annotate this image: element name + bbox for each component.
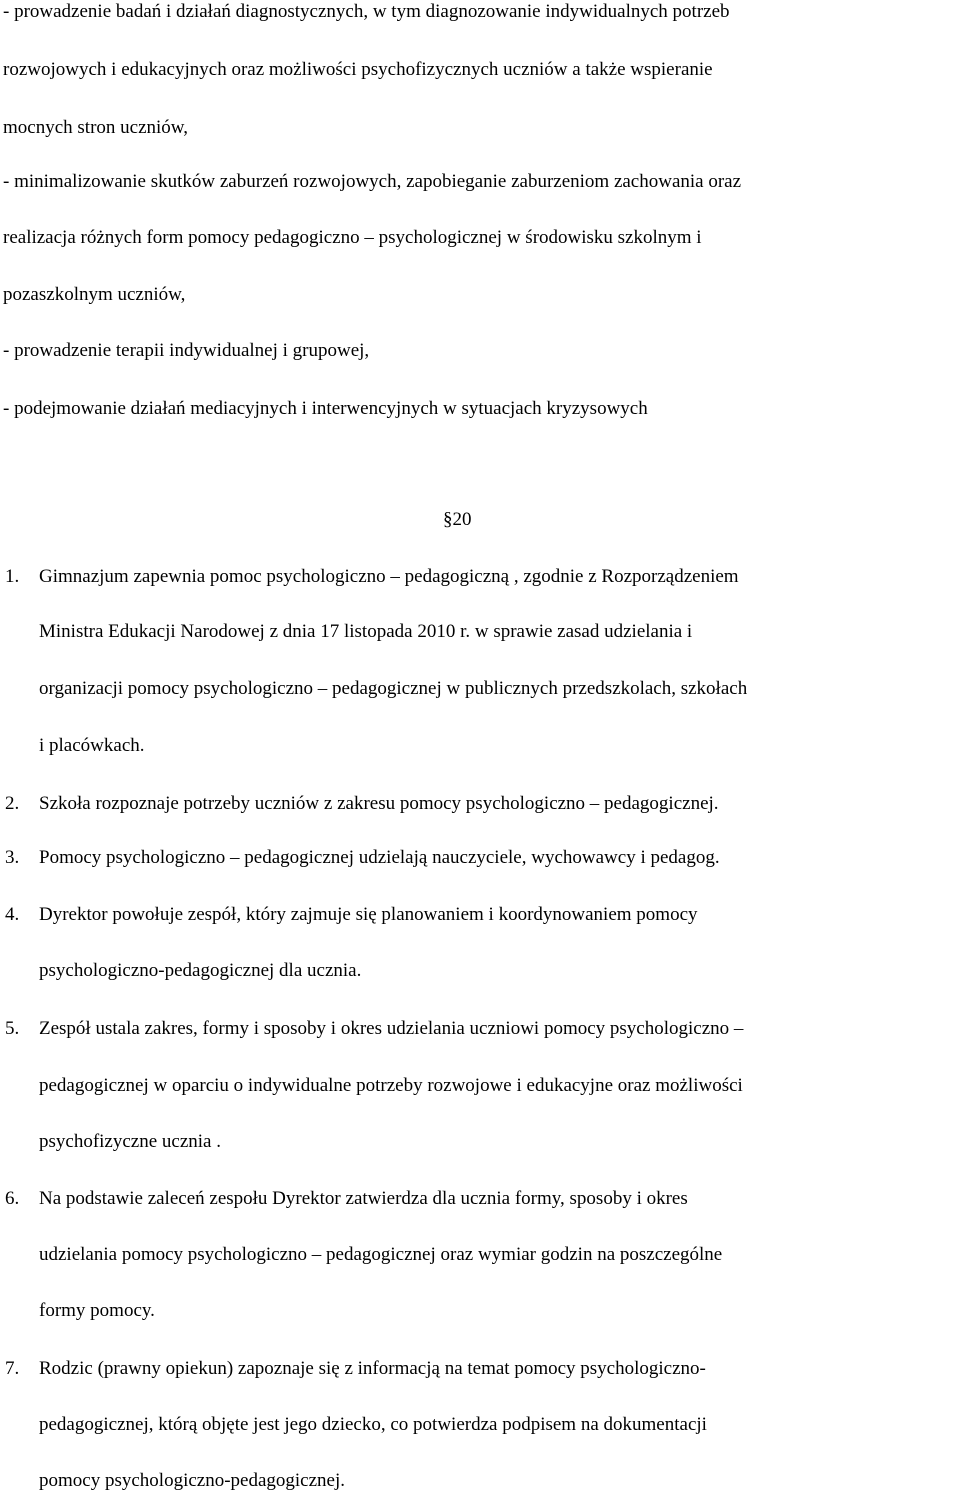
intro-line: - minimalizowanie skutków zaburzeń rozwojowych, zapobieganie zaburzeniom zachowania oraz xyxy=(3,171,742,192)
item-text-line: pedagogicznej, którą objęte jest jego dziecko, co potwierdza podpisem na dokumentacji xyxy=(39,1414,707,1435)
intro-line: realizacja różnych form pomocy pedagogiczno – psychologicznej w środowisku szkolnym i xyxy=(3,227,702,248)
item-text-line: Szkoła rozpoznaje potrzeby uczniów z zakresu pomocy psychologiczno – pedagogicznej. xyxy=(39,793,719,814)
item-text-line: Na podstawie zaleceń zespołu Dyrektor zatwierdza dla ucznia formy, sposoby i okres xyxy=(39,1188,688,1209)
intro-line: - prowadzenie badań i działań diagnostycznych, w tym diagnozowanie indywidualnych potrzeb xyxy=(3,1,730,22)
item-number: 2. xyxy=(5,793,20,814)
item-text-line: Ministra Edukacji Narodowej z dnia 17 listopada 2010 r. w sprawie zasad udzielania i xyxy=(39,621,693,642)
item-number: 5. xyxy=(5,1018,20,1039)
item-text-line: psychofizyczne ucznia . xyxy=(39,1131,221,1152)
item-text-line: organizacji pomocy psychologiczno – pedagogicznej w publicznych przedszkolach, szkołach xyxy=(39,678,748,699)
item-number: 6. xyxy=(5,1188,20,1209)
item-number: 3. xyxy=(5,847,20,868)
item-text-line: Dyrektor powołuje zespół, który zajmuje się planowaniem i koordynowaniem pomocy xyxy=(39,904,698,925)
intro-line: rozwojowych i edukacyjnych oraz możliwości psychofizycznych uczniów a także wspieranie xyxy=(3,59,713,80)
intro-line: - prowadzenie terapii indywidualnej i grupowej, xyxy=(3,340,370,361)
item-text-line: pomocy psychologiczno-pedagogicznej. xyxy=(39,1470,346,1491)
item-text-line: i placówkach. xyxy=(39,735,145,756)
item-number: 1. xyxy=(5,566,20,587)
intro-line: - podejmowanie działań mediacyjnych i interwencyjnych w sytuacjach kryzysowych xyxy=(3,398,648,419)
item-text-line: formy pomocy. xyxy=(39,1300,155,1321)
item-text-line: udzielania pomocy psychologiczno – pedagogicznej oraz wymiar godzin na poszczególne xyxy=(39,1244,723,1265)
section-heading: §20 xyxy=(443,509,472,530)
intro-line: pozaszkolnym uczniów, xyxy=(3,284,186,305)
item-text-line: Gimnazjum zapewnia pomoc psychologiczno – pedagogiczną , zgodnie z Rozporządzeniem xyxy=(39,566,739,587)
item-text-line: Pomocy psychologiczno – pedagogicznej udzielają nauczyciele, wychowawcy i pedagog. xyxy=(39,847,720,868)
item-number: 7. xyxy=(5,1358,20,1379)
intro-line: mocnych stron uczniów, xyxy=(3,117,189,138)
item-text-line: Rodzic (prawny opiekun) zapoznaje się z informacją na temat pomocy psychologiczno- xyxy=(39,1358,706,1379)
item-text-line: pedagogicznej w oparciu o indywidualne potrzeby rozwojowe i edukacyjne oraz możliwości xyxy=(39,1075,743,1096)
item-text-line: psychologiczno-pedagogicznej dla ucznia. xyxy=(39,960,362,981)
item-number: 4. xyxy=(5,904,20,925)
item-text-line: Zespół ustala zakres, formy i sposoby i okres udzielania uczniowi pomocy psychologiczno – xyxy=(39,1018,744,1039)
